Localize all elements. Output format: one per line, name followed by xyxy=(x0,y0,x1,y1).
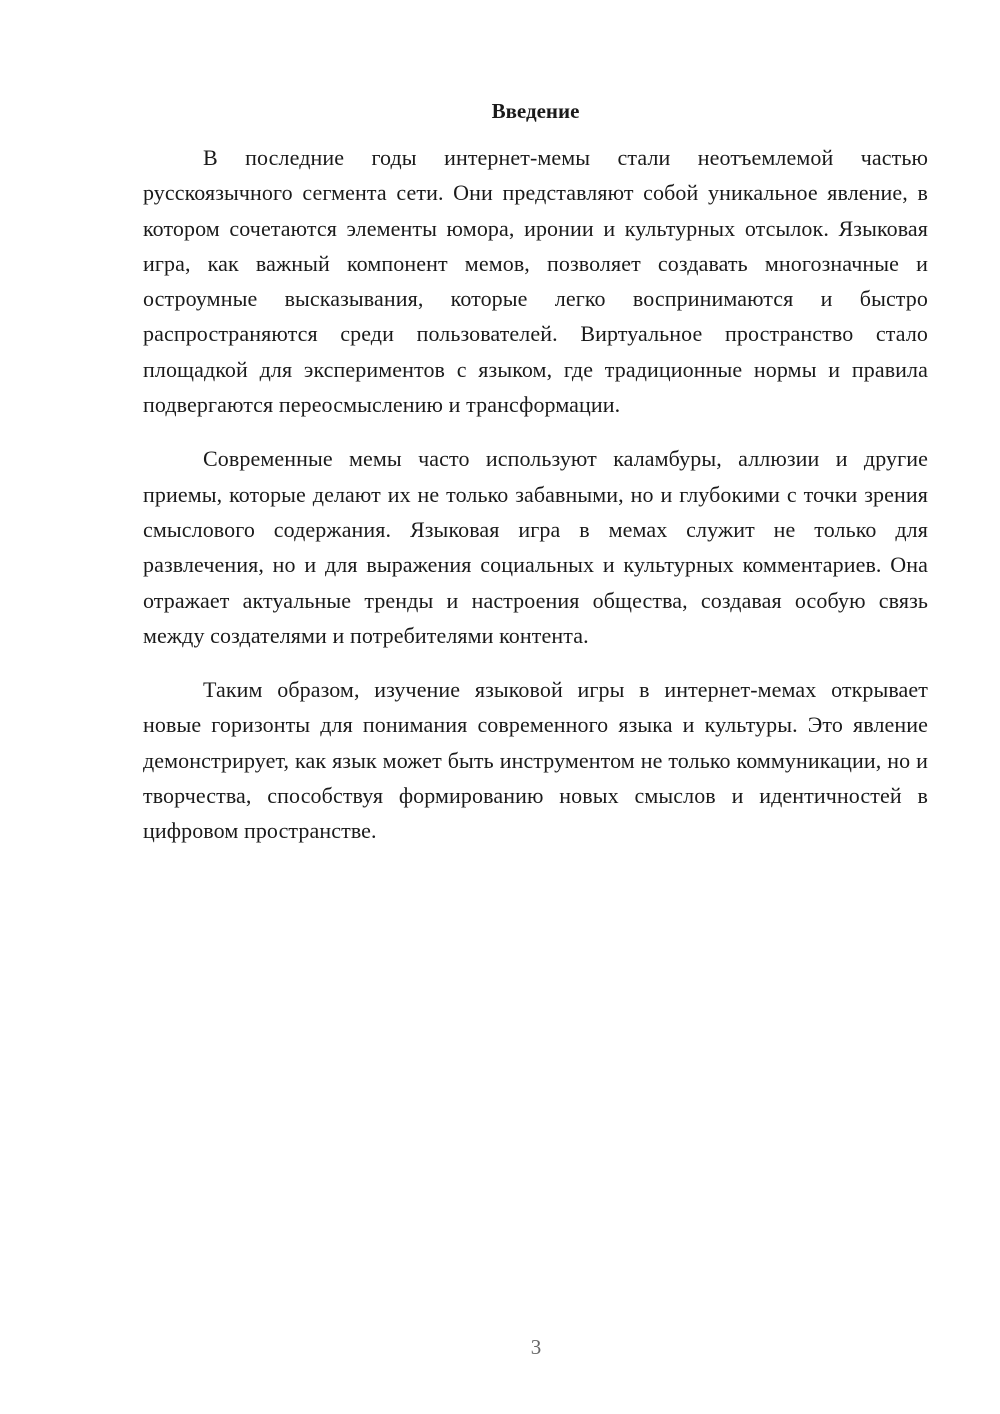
section-heading: Введение xyxy=(491,99,580,123)
paragraph-1: В последние годы интернет-мемы стали неотъемлемой частью русскоязычного сегмента сети. Они представляют собой уникальное явление, в котором сочетаются элементы юмора, иронии и культурных отсылок. Языковая игра, как важный компонент мемов, позволяет создавать многозначные и остроумные высказывания, которые легко воспринимаются и быстро распространяются среди пользователей. Виртуальное пространство стало площадкой для экспериментов с языком, где традиционные нормы и правила подвергаются переосмыслению и трансформации. xyxy=(143,145,928,418)
paragraph-2: Современные мемы часто используют каламбуры, аллюзии и другие приемы, которые делают их не только забавными, но и глубокими с точки зрения смыслового содержания. Языковая игра в мемах служит не только для развлечения, но и для выражения социальных и культурных комментариев. Она отражает актуальные тренды и настроения общества, создавая особую связь между создателями и потребителями контента. xyxy=(143,446,928,648)
paragraph-3: Таким образом, изучение языковой игры в интернет-мемах открывает новые горизонты для понимания современного языка и культуры. Это явление демонстрирует, как язык может быть инструментом не только коммуникации, но и творчества, способствуя формированию новых смыслов и идентичностей в цифровом пространстве. xyxy=(143,677,928,844)
page-number: 3 xyxy=(530,1335,542,1359)
page-content xyxy=(143,96,928,868)
